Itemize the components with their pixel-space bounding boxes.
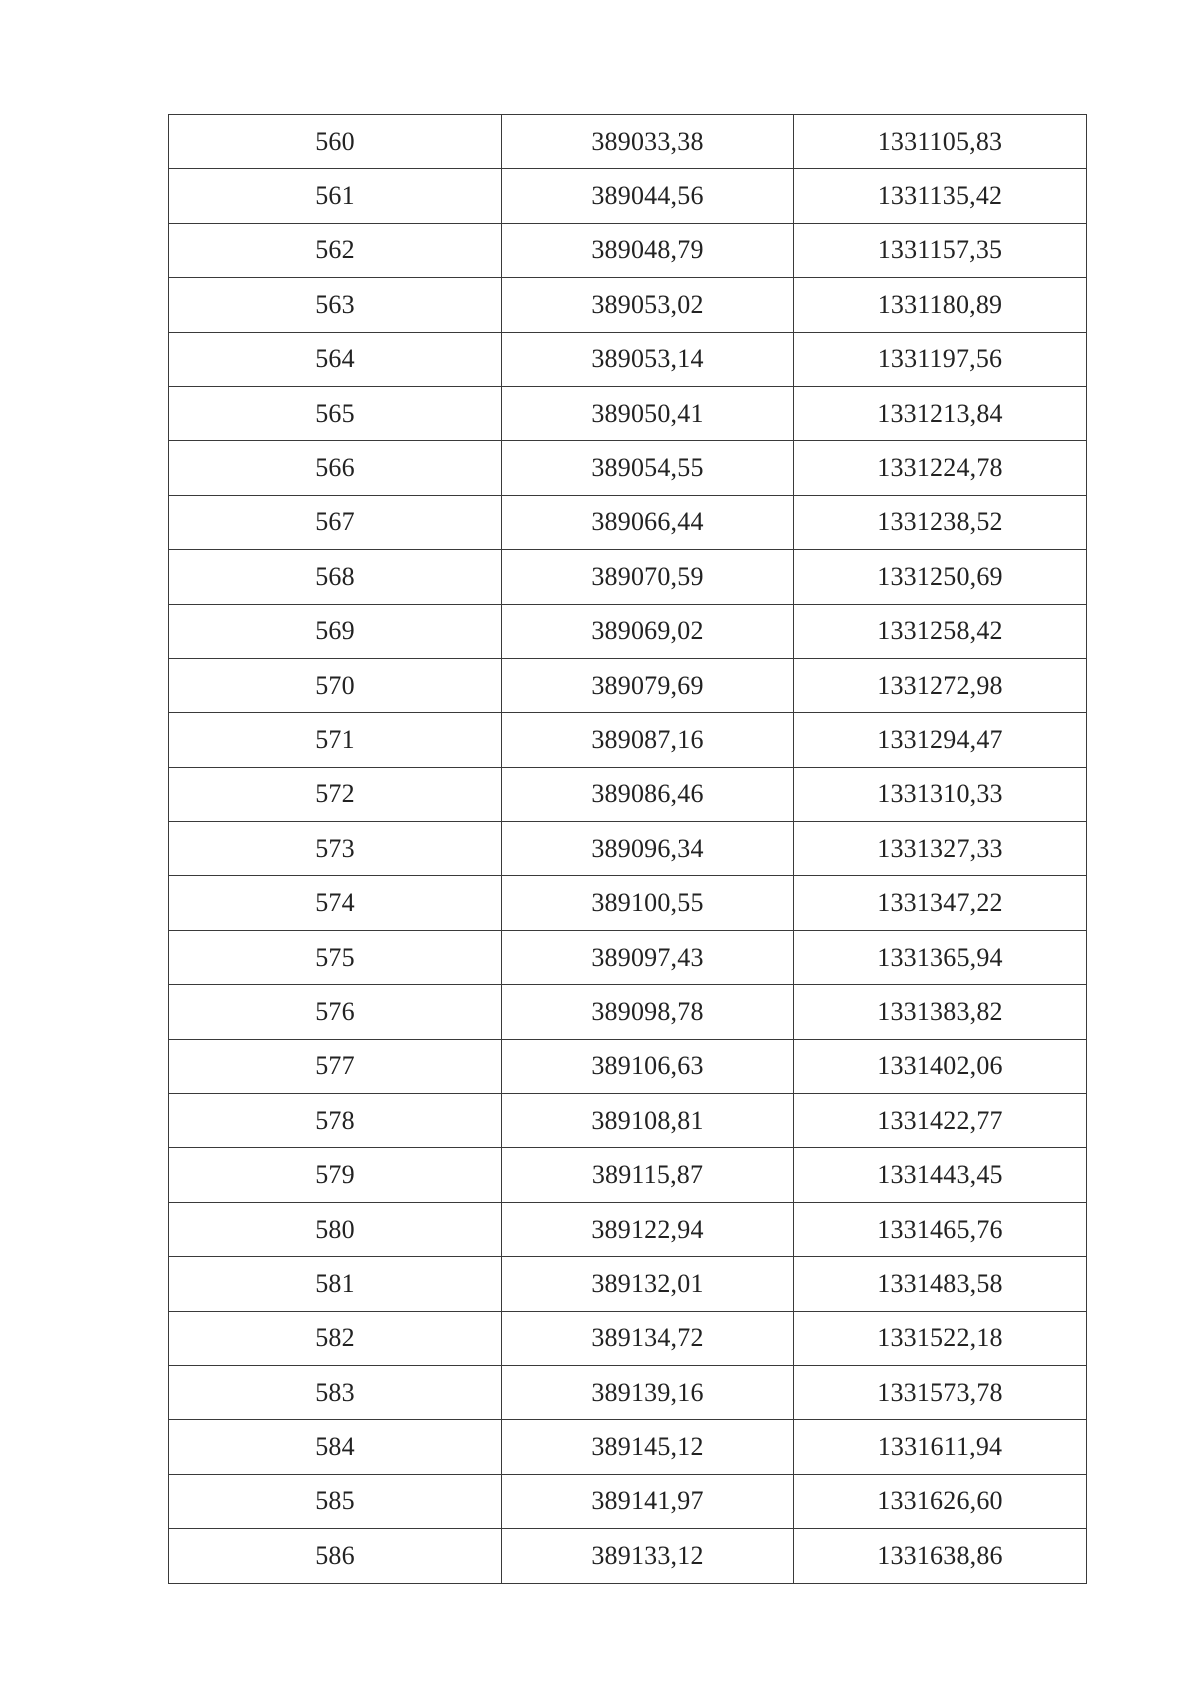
point-number-cell: 585 <box>169 1474 502 1528</box>
table-row <box>169 822 1087 876</box>
y-coordinate-cell: 1331250,69 <box>794 550 1087 604</box>
x-coordinate-cell: 389145,12 <box>502 1420 794 1474</box>
table-row <box>169 1365 1087 1419</box>
table-row <box>169 1202 1087 1256</box>
table-row <box>169 1094 1087 1148</box>
x-coordinate-cell: 389044,56 <box>502 169 794 223</box>
y-coordinate-cell: 1331347,22 <box>794 876 1087 930</box>
y-coordinate-cell: 1331383,82 <box>794 985 1087 1039</box>
point-number-cell: 561 <box>169 169 502 223</box>
point-number-cell: 578 <box>169 1094 502 1148</box>
point-number-cell: 580 <box>169 1202 502 1256</box>
y-coordinate-cell: 1331157,35 <box>794 223 1087 277</box>
point-number-cell: 562 <box>169 223 502 277</box>
point-number-cell: 571 <box>169 713 502 767</box>
y-coordinate-cell: 1331197,56 <box>794 332 1087 386</box>
table-row <box>169 876 1087 930</box>
y-coordinate-cell: 1331573,78 <box>794 1365 1087 1419</box>
x-coordinate-cell: 389141,97 <box>502 1474 794 1528</box>
table-row <box>169 1148 1087 1202</box>
y-coordinate-cell: 1331135,42 <box>794 169 1087 223</box>
x-coordinate-cell: 389054,55 <box>502 441 794 495</box>
coordinates-table-body <box>169 115 1087 1584</box>
point-number-cell: 566 <box>169 441 502 495</box>
table-row <box>169 1311 1087 1365</box>
x-coordinate-cell: 389106,63 <box>502 1039 794 1093</box>
point-number-cell: 583 <box>169 1365 502 1419</box>
table-row <box>169 115 1087 169</box>
y-coordinate-cell: 1331272,98 <box>794 658 1087 712</box>
y-coordinate-cell: 1331365,94 <box>794 930 1087 984</box>
point-number-cell: 573 <box>169 822 502 876</box>
point-number-cell: 570 <box>169 658 502 712</box>
y-coordinate-cell: 1331638,86 <box>794 1529 1087 1583</box>
y-coordinate-cell: 1331224,78 <box>794 441 1087 495</box>
table-row <box>169 713 1087 767</box>
table-row <box>169 1420 1087 1474</box>
x-coordinate-cell: 389139,16 <box>502 1365 794 1419</box>
x-coordinate-cell: 389053,02 <box>502 278 794 332</box>
y-coordinate-cell: 1331443,45 <box>794 1148 1087 1202</box>
point-number-cell: 582 <box>169 1311 502 1365</box>
y-coordinate-cell: 1331327,33 <box>794 822 1087 876</box>
table-row <box>169 495 1087 549</box>
y-coordinate-cell: 1331258,42 <box>794 604 1087 658</box>
table-row <box>169 604 1087 658</box>
point-number-cell: 579 <box>169 1148 502 1202</box>
y-coordinate-cell: 1331626,60 <box>794 1474 1087 1528</box>
point-number-cell: 584 <box>169 1420 502 1474</box>
point-number-cell: 577 <box>169 1039 502 1093</box>
y-coordinate-cell: 1331294,47 <box>794 713 1087 767</box>
table-row <box>169 767 1087 821</box>
table-row <box>169 1039 1087 1093</box>
x-coordinate-cell: 389050,41 <box>502 386 794 440</box>
x-coordinate-cell: 389096,34 <box>502 822 794 876</box>
point-number-cell: 572 <box>169 767 502 821</box>
table-row <box>169 169 1087 223</box>
point-number-cell: 567 <box>169 495 502 549</box>
x-coordinate-cell: 389087,16 <box>502 713 794 767</box>
x-coordinate-cell: 389134,72 <box>502 1311 794 1365</box>
point-number-cell: 586 <box>169 1529 502 1583</box>
table-row <box>169 985 1087 1039</box>
table-row <box>169 550 1087 604</box>
y-coordinate-cell: 1331465,76 <box>794 1202 1087 1256</box>
point-number-cell: 575 <box>169 930 502 984</box>
x-coordinate-cell: 389070,59 <box>502 550 794 604</box>
y-coordinate-cell: 1331213,84 <box>794 386 1087 440</box>
table-row <box>169 386 1087 440</box>
x-coordinate-cell: 389079,69 <box>502 658 794 712</box>
point-number-cell: 565 <box>169 386 502 440</box>
point-number-cell: 576 <box>169 985 502 1039</box>
table-row <box>169 1257 1087 1311</box>
x-coordinate-cell: 389086,46 <box>502 767 794 821</box>
point-number-cell: 560 <box>169 115 502 169</box>
y-coordinate-cell: 1331180,89 <box>794 278 1087 332</box>
x-coordinate-cell: 389069,02 <box>502 604 794 658</box>
y-coordinate-cell: 1331105,83 <box>794 115 1087 169</box>
x-coordinate-cell: 389122,94 <box>502 1202 794 1256</box>
point-number-cell: 574 <box>169 876 502 930</box>
x-coordinate-cell: 389133,12 <box>502 1529 794 1583</box>
y-coordinate-cell: 1331611,94 <box>794 1420 1087 1474</box>
x-coordinate-cell: 389097,43 <box>502 930 794 984</box>
point-number-cell: 563 <box>169 278 502 332</box>
x-coordinate-cell: 389098,78 <box>502 985 794 1039</box>
table-row <box>169 1474 1087 1528</box>
x-coordinate-cell: 389115,87 <box>502 1148 794 1202</box>
table-row <box>169 1529 1087 1583</box>
x-coordinate-cell: 389033,38 <box>502 115 794 169</box>
y-coordinate-cell: 1331238,52 <box>794 495 1087 549</box>
point-number-cell: 564 <box>169 332 502 386</box>
point-number-cell: 569 <box>169 604 502 658</box>
table-row <box>169 278 1087 332</box>
x-coordinate-cell: 389100,55 <box>502 876 794 930</box>
table-row <box>169 441 1087 495</box>
y-coordinate-cell: 1331402,06 <box>794 1039 1087 1093</box>
x-coordinate-cell: 389066,44 <box>502 495 794 549</box>
x-coordinate-cell: 389132,01 <box>502 1257 794 1311</box>
x-coordinate-cell: 389108,81 <box>502 1094 794 1148</box>
y-coordinate-cell: 1331483,58 <box>794 1257 1087 1311</box>
table-row <box>169 930 1087 984</box>
coordinates-table <box>168 114 1087 1584</box>
x-coordinate-cell: 389053,14 <box>502 332 794 386</box>
y-coordinate-cell: 1331522,18 <box>794 1311 1087 1365</box>
x-coordinate-cell: 389048,79 <box>502 223 794 277</box>
y-coordinate-cell: 1331310,33 <box>794 767 1087 821</box>
point-number-cell: 568 <box>169 550 502 604</box>
table-row <box>169 223 1087 277</box>
point-number-cell: 581 <box>169 1257 502 1311</box>
table-row <box>169 332 1087 386</box>
table-row <box>169 658 1087 712</box>
y-coordinate-cell: 1331422,77 <box>794 1094 1087 1148</box>
